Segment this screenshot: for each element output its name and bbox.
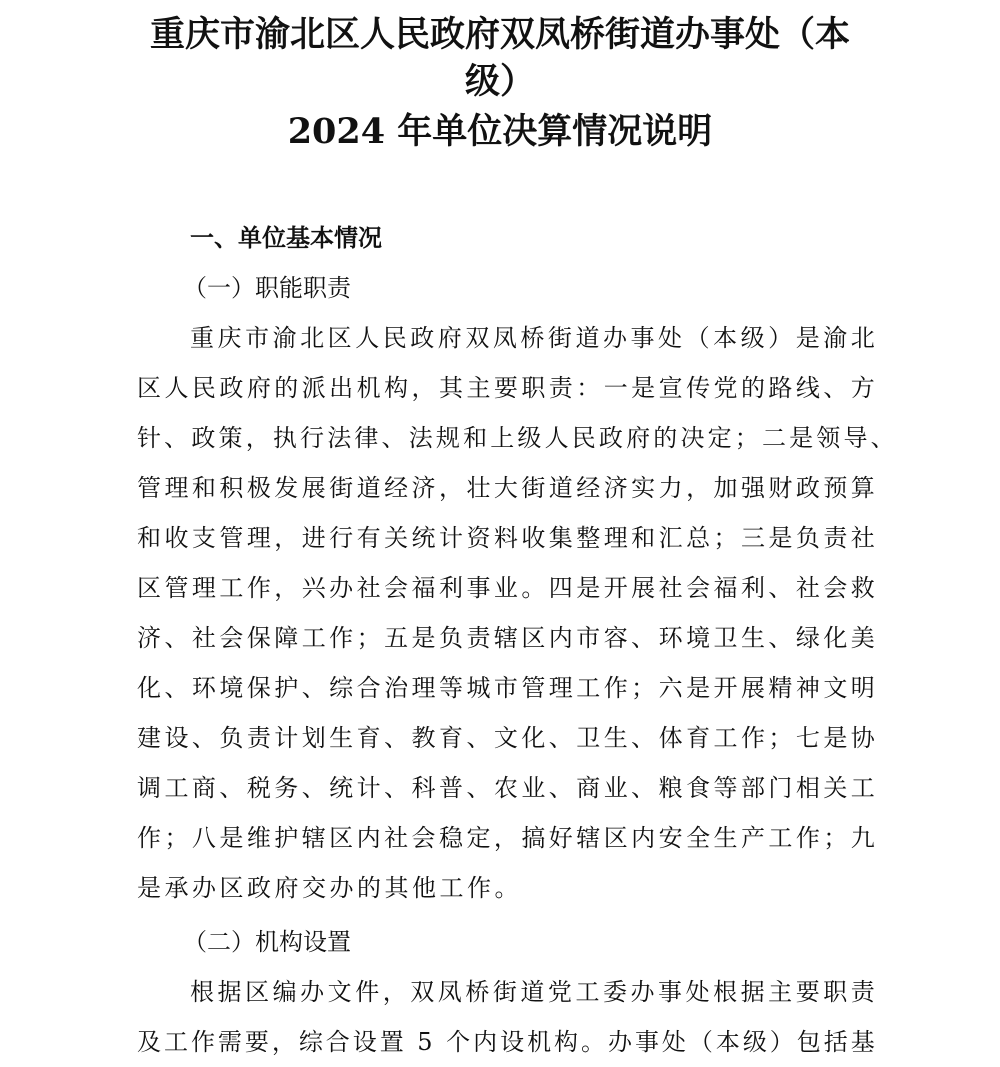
subsection-heading-organization: （二）机构设置	[183, 928, 351, 956]
paragraph-line: 管 理 和 积 极 发 展 街 道 经 济 ， 壮 大 街 道 经 济 实 力 ， 加 强 财 政 预 算	[137, 474, 875, 502]
paragraph-line: 建 设 、 负 责 计 划 生 育 、 教 育 、 文 化 、 卫 生 、 体 育 工 作 ； 七 是 协	[137, 724, 875, 752]
paragraph-line: 作 ； 八 是 维 护 辖 区 内 社 会 稳 定 ， 搞 好 辖 区 内 安 全 生 产 工 作 ； 九	[137, 824, 875, 852]
paragraph-line: 调 工 商 、 税 务 、 统 计 、 科 普 、 农 业 、 商 业 、 粮 食 等 部 门 相 关 工	[137, 774, 875, 802]
paragraph-line: 区 管 理 工 作 ， 兴 办 社 会 福 利 事 业 。 四 是 开 展 社 会 福 利 、 社 会 救	[137, 574, 875, 602]
paragraph-line: 重 庆 市 渝 北 区 人 民 政 府 双 凤 桥 街 道 办 事 处 （ 本 级 ） 是 渝 北	[190, 324, 875, 352]
paragraph-line: 根 据 区 编 办 文 件 ， 双 凤 桥 街 道 党 工 委 办 事 处 根 据 主 要 职 责	[190, 978, 875, 1006]
paragraph-line: 和 收 支 管 理 ， 进 行 有 关 统 计 资 料 收 集 整 理 和 汇 总 ； 三 是 负 责 社	[137, 524, 875, 552]
title-line-1: 重庆市渝北区人民政府双凤桥街道办事处（本	[149, 14, 850, 55]
paragraph-line: 是承办区政府交办的其他工作。	[137, 874, 522, 902]
paragraph-line: 济 、 社 会 保 障 工 作 ； 五 是 负 责 辖 区 内 市 容 、 环 境 卫 生 、 绿 化 美	[137, 624, 875, 652]
section-heading-basic-info: 一、单位基本情况	[190, 223, 382, 252]
title-line-2: 级）	[464, 61, 535, 102]
subsection-heading-functions: （一）职能职责	[183, 274, 351, 302]
paragraph-line: 针 、 政 策 ， 执 行 法 律 、 法 规 和 上 级 人 民 政 府 的 决 定 ； 二 是 领 导 、	[137, 424, 895, 452]
paragraph-line: 及 工 作 需 要 ， 综 合 设 置 5 个 内 设 机 构 。 办 事 处 （ 本 级 ） 包 括 基	[137, 1028, 875, 1056]
paragraph-line: 化 、 环 境 保 护 、 综 合 治 理 等 城 市 管 理 工 作 ； 六 是 开 展 精 神 文 明	[137, 674, 875, 702]
paragraph-line: 区 人 民 政 府 的 派 出 机 构 ， 其 主 要 职 责 ： 一 是 宣 传 党 的 路 线 、 方	[137, 374, 875, 402]
title-line-3: 2024 年单位决算情况说明	[287, 111, 713, 152]
